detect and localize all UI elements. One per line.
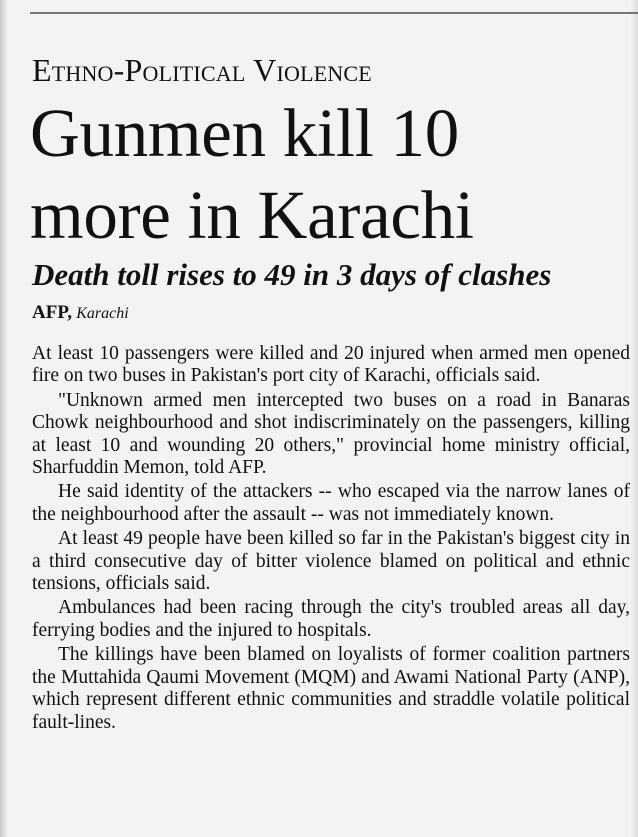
top-rule-divider — [30, 12, 638, 14]
article-body — [32, 343, 630, 736]
page-edge-shadow-right — [630, 0, 638, 837]
byline-place: Karachi — [76, 305, 129, 322]
paragraph-3: He said identity of the attackers -- who escaped via the narrow lanes of the neighbourhood after the assault -- was not immediately known. — [32, 481, 630, 525]
page-edge-shadow — [0, 0, 8, 837]
subheadline: Death toll rises to 49 in 3 days of clashes — [32, 257, 552, 292]
byline-agency: AFP, — [32, 302, 72, 323]
headline-line-1: Gunmen kill 10 — [30, 95, 459, 171]
paragraph-5: Ambulances had been racing through the city's troubled areas all day, ferrying bodies and the injured to hospitals. — [32, 597, 630, 641]
headline — [30, 92, 620, 256]
paragraph-1: At least 10 passengers were killed and 20 injured when armed men opened fire on two buses in Pakistan's port city of Karachi, officials said. — [32, 343, 630, 387]
paragraph-4: At least 49 people have been killed so far in the Pakistan's biggest city in a third consecutive day of bitter violence blamed on political and ethnic tensions, officials said. — [32, 528, 630, 595]
paragraph-6: The killings have been blamed on loyalists of former coalition partners the Muttahida Qaumi Movement (MQM) and Awami National Party (ANP), which represent different ethnic communities and straddle volatile political fault-lines. — [32, 644, 630, 733]
headline-line-2: more in Karachi — [30, 177, 474, 253]
section-kicker: Ethno-Political Violence — [32, 52, 372, 88]
paragraph-2: "Unknown armed men intercepted two buses on a road in Banaras Chowk neighbourhood and shot indiscriminately on the passengers, killing at least 10 and wounding 20 others," provincial home ministry official, Sharfuddin Memon, told AFP. — [32, 389, 630, 479]
byline — [32, 302, 129, 325]
